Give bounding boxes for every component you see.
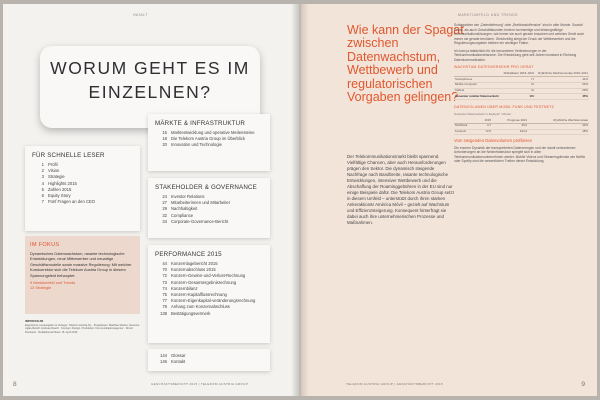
footer-right: TELEKOM AUSTRIA GROUP | GESCHÄFTSBERICHT 2015 — [346, 382, 444, 386]
table-note: Gesamter Datenverkehr in Exabyte* / Monat — [454, 111, 511, 116]
toc-item[interactable]: 144 Glossar — [160, 353, 186, 358]
data-table-growth: Multiplikator 2015–2021 Ø jährliche Wachstumsrate 2015–2021 Smartphones 7× 41% Mobile Computer 3× 22% Tablets 4× 29% Gesamter mobiler Datenverkehr 10× 45% — [455, 71, 588, 98]
table-row: Mobile Computer 3× 22% — [455, 82, 588, 87]
right-column — [454, 23, 589, 167]
focus-link[interactable]: 13 Strategie — [30, 285, 51, 291]
toc-item[interactable]: 27 Mitarbeiterinnen und Mitarbeiter — [162, 200, 231, 206]
table-row: Mobilfunk 3,7 30,6 42% — [455, 123, 588, 128]
lead-text: Der Telekommunikationsmarkt bleibt spannend. Vielfältige Chancen, aber auch Herausforderungen prägen den Sektor. Die dynamisch steigende Nachfrage nach Bandbreite, rasante technologische Entwicklungen, intensiver Wettbewerb und die Abschaffung der Roaminggebühren in der EU sind nur einige Beispiele dafür. Die Telekom Austria Group setzt in diesem Umfeld – unterstützt durch ihren starken Ankeraktionär América Móvil – gezielt auf Wachstum und Effizienzsteigerung. Konsequent hinterfragt sie dabei auch ihre unternehmerischen Prozesse und Maßnahmen. — [347, 154, 454, 225]
toc-item[interactable]: 74 Konzernbilanz — [162, 285, 198, 291]
toc-item[interactable]: 77 Konzern-Eigenkapital-veränderungsrechnung — [162, 298, 256, 304]
toc-item[interactable]: 24 Investor Relations — [162, 194, 205, 199]
toc-item[interactable]: 3 Strategie — [41, 174, 65, 180]
toc-item[interactable]: 2 Vision — [41, 168, 60, 174]
table-title: DATENVOLUMEN ÜBER MOBIL FUNK UND FESTNETZ — [454, 105, 555, 110]
table-row: Festnetz 72,5 194,4 18% — [455, 129, 588, 134]
page-number-left: 8 — [13, 381, 17, 388]
toc-item[interactable]: 15 Marktentwicklung und operative Meilensteine — [162, 130, 255, 135]
toc-item[interactable]: 6 Equity Story — [41, 193, 71, 199]
body-paragraph: Ich kam ja tatsächlich für die besonderen Veränderungen in der Telekommunikationsbranche. Die Entwicklung geht seit Jahren konstant in Richtung Datenkommunikation. — [454, 48, 577, 62]
toc-item[interactable]: 20 Innovation und Technologie — [162, 142, 222, 148]
toc-card-quick-readers — [25, 146, 140, 231]
table-row: Tablets 4× 29% — [455, 88, 588, 93]
data-table-volume: 2015 Prognose 2021 Ø jährliche Wachstumsrate Mobilfunk 3,7 30,6 42% Festnetz 72,5 194,4 18% — [455, 117, 588, 134]
toc-item[interactable]: 75 Konzern-Kapitalflussrechnung — [162, 292, 227, 298]
left-page — [3, 4, 300, 396]
body-paragraph: Die enorme Dynamik der transportierten Datenmengen und der damit verbundenen Anforderungen an die Netzinfrastruktur spiegelt sich in allen Telekommunikationsunternehmen wieder. Mobile Videos und Streamingdienste wie Netflix oder Spotify sind die wesentlichen Treiber dieser Entwicklung. — [454, 145, 586, 164]
right-page — [300, 4, 597, 396]
toc-item[interactable]: 44 Konzernlagebericht 2015 — [162, 261, 218, 266]
headline: Wie kann der Spagat zwischen Datenwachstum, Wettbewerb und regulatorischen Vorgaben gelingen? — [347, 23, 464, 105]
toc-item[interactable]: 146 Kontakt — [160, 359, 186, 365]
focus-title: IM FOKUS — [30, 242, 60, 248]
focus-link[interactable]: 9 Marktumfeld und Trends — [30, 280, 76, 286]
toc-item[interactable]: 32 Compliance — [162, 212, 194, 218]
toc-card-appendix — [148, 349, 270, 371]
toc-item[interactable]: 1 Profil — [41, 162, 58, 167]
section-subhead: Vom steigenden Datenvolumen profitieren — [454, 138, 532, 144]
toc-item[interactable]: 5 Zahlen 2015 — [41, 186, 72, 192]
toc-section-title: MÄRKTE & INFRASTRUKTUR — [155, 120, 245, 127]
imprint — [25, 320, 143, 334]
body-paragraph: Schlagwörter wie „Datenlieferung" oder „Breitbandoffensive" sind in aller Munde. Sowohl Privat- als auch Geschäftskunden fordern hochwertige und leistungsfähige Kommunikationslösungen, wie immer sie auch gerade brauchen und welches Gerät auch immer sie gerade benützen. Gleichzeitig steigt der Druck der Wettbewerber und die Regulierungsvorgaben bleiben ein wichtiger Faktor. — [454, 23, 585, 45]
toc-card-performance — [148, 245, 270, 343]
toc-item[interactable]: 78 Anhang zum Konzernabschluss — [162, 304, 230, 310]
toc-item[interactable]: 72 Konzern-Gewinn-und-Verlust-Rechnung — [162, 273, 246, 279]
table-row: Smartphones 7× 41% — [455, 76, 588, 81]
focus-text: Dynamisches Datenwachstum, rasante technologische Entwicklungen, neue Mitbewerber und neuartige Geschäftsmodelle sowie massive Regulierung: Mit welcher Kurskorrektur sich die Telekom Austria Group in diesem Spannungsfeld behauptet. — [30, 251, 132, 278]
toc-item[interactable]: 73 Konzern-Gesamtergebnisrechnung — [162, 279, 237, 285]
table-row: Gesamter mobiler Datenverkehr 10× 45% — [455, 93, 588, 98]
table-title: WACHSTUM DATENVERKEHR PRO GERÄT — [454, 65, 534, 69]
focus-box — [25, 236, 140, 314]
toc-item[interactable]: 70 Konzernabschluss 2015 — [162, 267, 216, 273]
toc-card-stakeholder — [148, 178, 270, 238]
toc-item[interactable]: 7 Fünf Fragen an den CEO — [41, 199, 96, 205]
toc-item[interactable]: 34 Corporate-Governance-Bericht — [162, 218, 229, 224]
running-head-right: MARKTUMFELD UND TRENDS — [458, 13, 518, 17]
toc-item[interactable]: 18 Die Telekom Austria Group im Überblick — [162, 136, 245, 142]
imprint-title: IMPRESSUM — [25, 319, 44, 323]
toc-section-title: PERFORMANCE 2015 — [155, 251, 222, 258]
page-number-right: 9 — [581, 381, 585, 388]
toc-item[interactable]: 4 Highlights 2015 — [41, 180, 77, 186]
toc-section-title: FÜR SCHNELLE LESER — [32, 152, 105, 159]
page-title: WORUM GEHT ES IM EINZELNEN? — [50, 58, 250, 102]
toc-item[interactable]: 138 Bestätigungsvermerk — [160, 310, 211, 316]
toc-section-title: STAKEHOLDER & GOVERNANCE — [155, 184, 257, 191]
footer-left: GESCHÄFTSBERICHT 2015 | TELEKOM AUSTRIA GROUP — [151, 382, 249, 386]
running-head-left: INHALT — [133, 13, 148, 17]
toc-card-markets — [148, 114, 270, 171]
toc-item[interactable]: 29 Nachhaltigkeit — [162, 206, 198, 212]
imprint-text: Eigentümer, Herausgeber & Verleger: Telekom Austria AG · Projektteam: Matthias Stieber, Susanne Aglas-Reindl, Andreas Rauch · Konzept, Design, Produktion: Kommunikationsagentur · Druck: Druckerei · Redaktionsschluss: 15. April 2016 — [25, 323, 140, 334]
